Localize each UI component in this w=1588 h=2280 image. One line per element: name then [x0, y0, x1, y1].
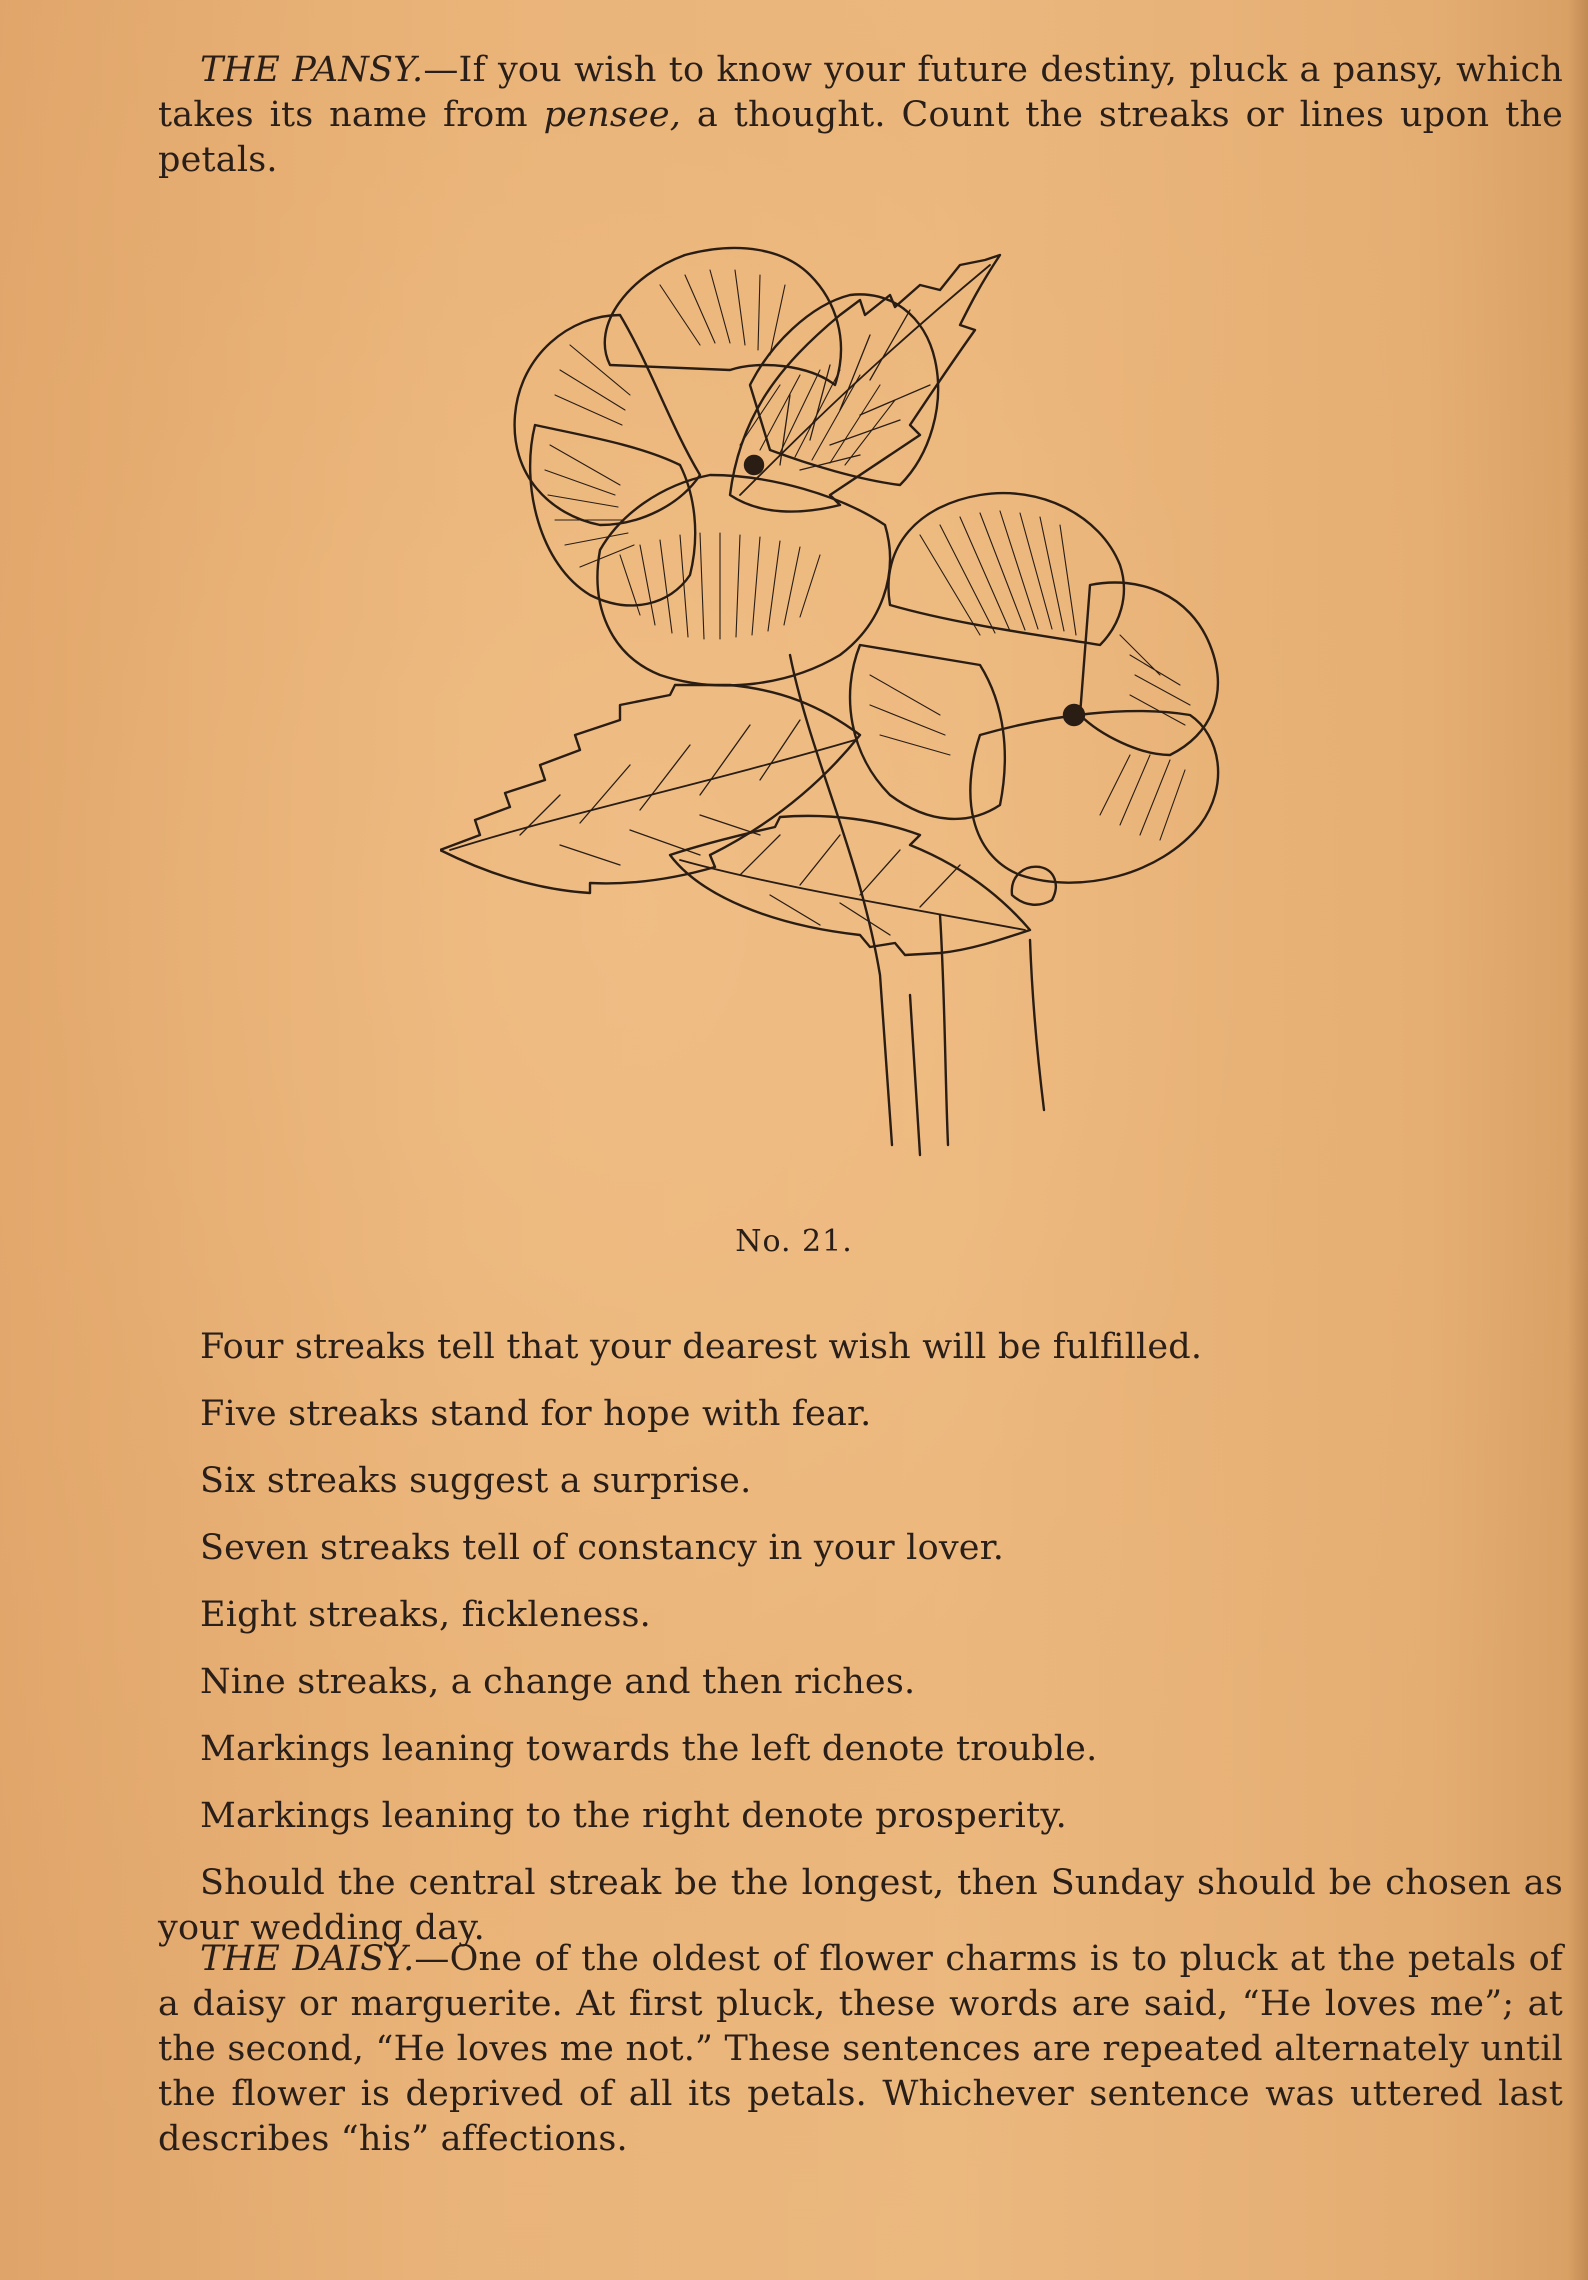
- stem: [790, 655, 892, 1145]
- flower-bud: [1012, 867, 1056, 905]
- pansy-heading: THE PANSY.: [200, 50, 424, 90]
- page-edge-shadow: [1568, 0, 1588, 2280]
- figure-caption: No. 21.: [735, 1224, 853, 1259]
- pansy-intro-word: pensee,: [543, 95, 682, 135]
- leaf-bottom: [670, 816, 1030, 955]
- daisy-paragraph: [158, 1937, 1563, 2162]
- right-flower-left-petal: [850, 645, 1005, 819]
- list-item: Seven streaks tell of constancy in your lover.: [200, 1528, 1005, 1568]
- right-flower-eye: [1064, 705, 1084, 725]
- pansy-intro-text-a: —If you wish to know your future destiny, pluck a pansy, which takes its name from: [158, 50, 1563, 135]
- stem: [940, 915, 948, 1145]
- stem: [1030, 940, 1044, 1110]
- list-item: Five streaks stand for hope with fear.: [200, 1394, 872, 1434]
- pansy-intro-paragraph: [158, 48, 1563, 183]
- pansy-illustration: [440, 195, 1290, 1175]
- pansy-intro-text-b: a thought. Count the streaks or lines upon the petals.: [158, 95, 1563, 180]
- list-item: Markings leaning to the right denote prosperity.: [200, 1796, 1067, 1836]
- list-item: Six streaks suggest a surprise.: [200, 1461, 752, 1501]
- right-flower-bottom-petal: [970, 711, 1218, 883]
- upper-flower-eye: [745, 456, 763, 474]
- daisy-heading: THE DAISY.: [200, 1939, 415, 1979]
- list-item: Eight streaks, fickleness.: [200, 1595, 652, 1635]
- list-item: Four streaks tell that your dearest wish will be fulfilled.: [200, 1327, 1203, 1367]
- stem: [910, 995, 920, 1155]
- wedding-day-text: Should the central streak be the longest, then Sunday should be chosen as your wedding day.: [158, 1863, 1563, 1948]
- list-item: Markings leaning towards the left denote trouble.: [200, 1729, 1098, 1769]
- list-item: Nine streaks, a change and then riches.: [200, 1662, 916, 1702]
- upper-flower-left-petal: [515, 315, 700, 525]
- leaf-lower-left: [440, 685, 860, 893]
- streak-meanings-list: [158, 1325, 1563, 1973]
- daisy-text: —One of the oldest of flower charms is to pluck at the petals of a daisy or marguerite. At first pluck, these words are said, “He loves me”; at the second, “He loves me not.” These sentences are repeated alternately until the flower is deprived of all its petals. Whichever sentence was uttered last describes “his” affections.: [158, 1939, 1563, 2159]
- upper-flower-bottom-petal: [598, 475, 890, 685]
- right-flower-right-petal: [1080, 583, 1218, 756]
- upper-flower-lower-left-petal: [530, 425, 695, 605]
